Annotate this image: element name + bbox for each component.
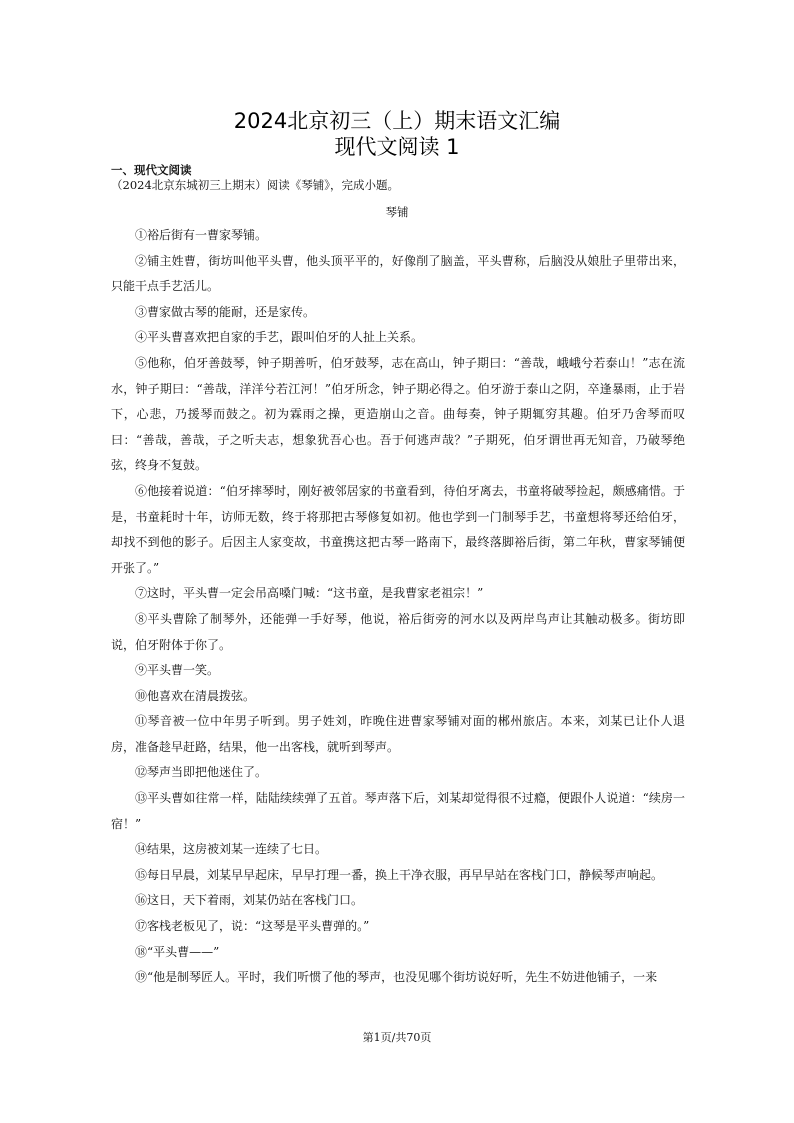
paragraph-16: ⑯这日，天下着雨，刘某仍站在客栈门口。 (135, 893, 364, 908)
passage-body (111, 223, 685, 991)
paragraph-7: ⑦这时，平头曹一定会吊高嗓门喊：“这书童，是我曹家老祖宗！” (135, 586, 484, 601)
paragraph-10: ⑩他喜欢在清晨拨弦。 (135, 688, 256, 703)
paragraph-14: ⑭结果，这房被刘某一连续了七日。 (135, 842, 328, 857)
paragraph-12: ⑫琴声当即把他迷住了。 (135, 765, 268, 780)
paragraph-1: ①裕后街有一曹家琴铺。 (135, 228, 268, 242)
page-number: 第1页/共70页 (362, 1031, 432, 1044)
paragraph-4: ④平头曹喜欢把自家的手艺，跟叫伯牙的人扯上关系。 (135, 330, 424, 345)
paragraph-18: ⑱“平头曹——” (135, 944, 220, 959)
paragraph-11: ⑪琴音被一位中年男子听到。男子姓刘，昨晚住进曹家琴铺对面的郴州旅店。本来，刘某已让仆人退房，准备趁早赶路，结果，他一出客栈，就听到琴声。 (111, 714, 685, 754)
paragraph-3: ③曹家做古琴的能耐，还是家传。 (135, 304, 316, 319)
paragraph-6: ⑥他接着说道：“伯牙摔琴时，刚好被邻居家的书童看到，待伯牙离去，书童将破琴捡起，颇感痛惜。于是，书童耗时十年，访师无数，终于将那把古琴修复如初。他也学到一门制琴手艺，书童想将琴还给伯牙，却找不到他的影子。后因主人家变故，书童携这把古琴一路南下，最终落脚裕后街，第二年秋，曹家琴铺便开张了。” (111, 483, 685, 575)
paragraph-17: ⑰客栈老板见了，说：“这琴是平头曹弹的。” (135, 919, 370, 934)
passage-title: 琴铺 (385, 205, 409, 219)
paragraph-19: ⑲“他是制琴匠人。平时，我们听惯了他的琴声，也没见哪个街坊说好听，先生不妨进他铺子，一来 (135, 970, 658, 985)
paragraph-13: ⑬平头曹如往常一样，陆陆续续弹了五首。琴声落下后，刘某却觉得很不过瘾，便跟仆人说道：“续房一宿！” (111, 791, 685, 831)
paragraph-15: ⑮每日早晨，刘某早早起床，早早打理一番，换上干净衣服，再早早站在客栈门口，静候琴声响起。 (135, 867, 664, 882)
document-title: 2024北京初三（上）期末语文汇编 (233, 109, 561, 133)
paragraph-2: ②铺主姓曹，街坊叫他平头曹，他头顶平平的，好像削了脑盖，平头曹称，后脑没从娘肚子里带出来，只能干点手艺活儿。 (111, 253, 685, 294)
paragraph-9: ⑨平头曹一笑。 (135, 663, 220, 678)
paragraph-5: ⑤他称，伯牙善鼓琴，钟子期善听，伯牙鼓琴，志在高山，钟子期曰：“善哉，峨峨兮若泰山！”志在流水，钟子期曰：“善哉，洋洋兮若江河！”伯牙所念，钟子期必得之。伯牙游于泰山之阴，卒逢暴雨，止于岩下，心悲，乃援琴而鼓之。初为霖雨之操，更造崩山之音。曲每奏，钟子期辄穷其趣。伯牙乃舍琴而叹曰：“善哉，善哉，子之听夫志，想象犹吾心也。吾于何逃声哉？”子期死，伯牙谓世再无知音，乃破琴绝弦，终身不复鼓。 (111, 355, 685, 473)
section-heading: 一、现代文阅读 (111, 163, 192, 177)
document-subtitle: 现代文阅读 1 (334, 135, 460, 159)
paragraph-8: ⑧平头曹除了制琴外，还能弹一手好琴，他说，裕后街旁的河水以及两岸鸟声让其触动极多。街坊即说，伯牙附体于你了。 (111, 611, 685, 652)
question-intro: （2024北京东城初三上期末）阅读《琴铺》，完成小题。 (111, 178, 400, 192)
